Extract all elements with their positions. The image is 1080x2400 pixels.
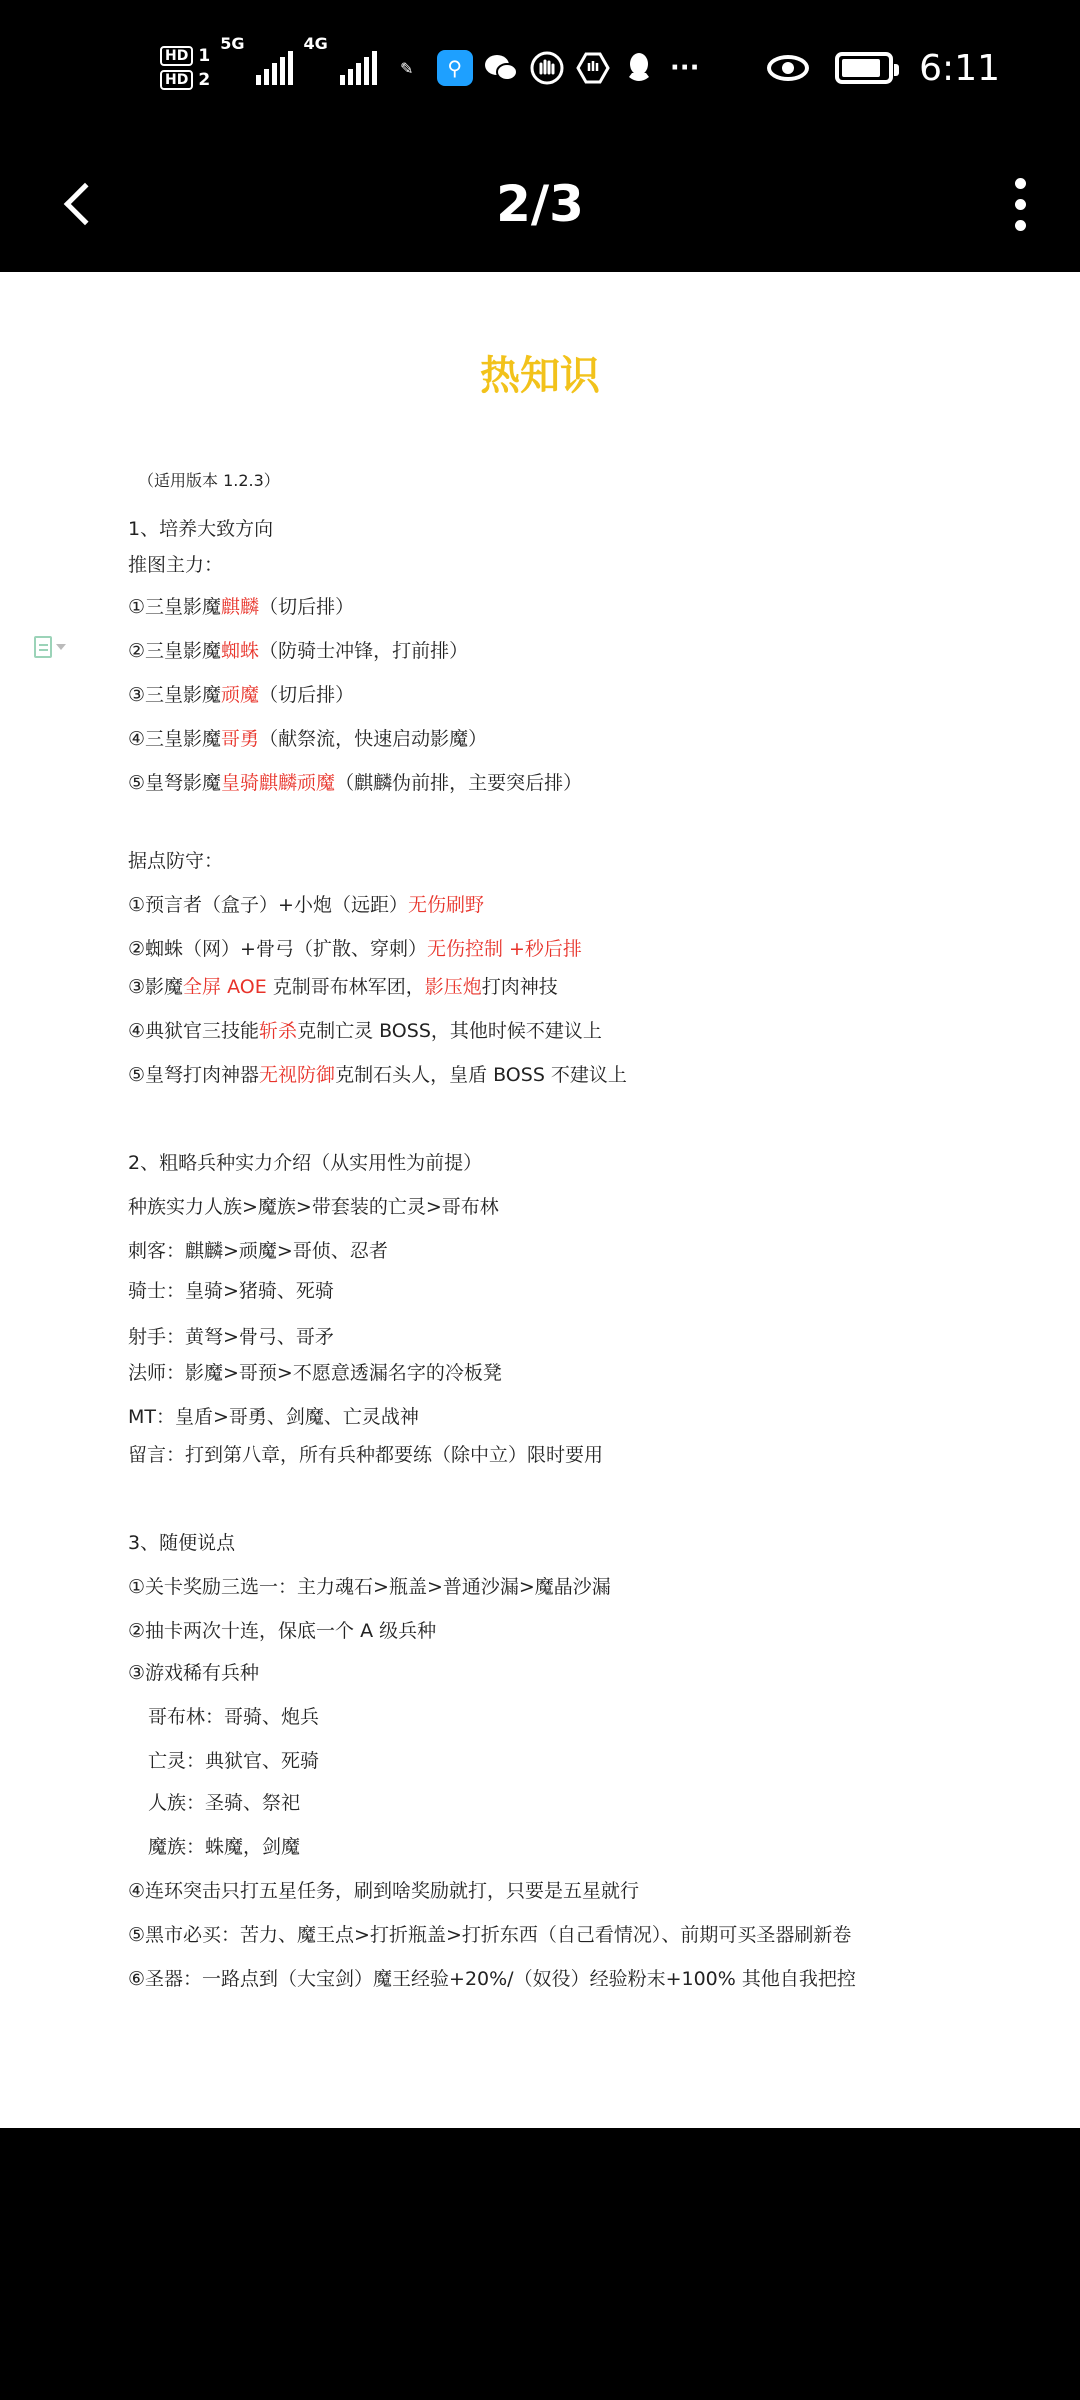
line-text: ③三皇影魔 [128, 684, 222, 706]
line-text: ④三皇影魔 [128, 728, 222, 750]
document-line [128, 1878, 639, 1904]
line-text: （切后排） [259, 684, 355, 706]
line-text: 克制亡灵 BOSS，其他时候不建议上 [297, 1020, 602, 1042]
line-text: ④典狱官三技能 [128, 1020, 260, 1042]
line-text: 刺客：麒麟>顽魔>哥侦、忍者 [128, 1240, 388, 1262]
viewer-top-bar [0, 136, 1080, 272]
document-line [128, 1018, 602, 1044]
document-line [128, 1922, 851, 1948]
dot-icon [1015, 178, 1026, 189]
line-text: 1、培养大致方向 [128, 518, 274, 540]
document-line [148, 1834, 300, 1860]
highlight-text: 斩杀 [259, 1020, 298, 1042]
network-type-5g: 5G [220, 34, 245, 53]
hd-badge: HD [160, 46, 193, 66]
search-app-icon: ⚲ [437, 50, 473, 86]
line-text: 法师：影魔>哥预>不愿意透漏名字的冷板凳 [128, 1362, 502, 1384]
line-text: 克制石头人，皇盾 BOSS 不建议上 [335, 1064, 627, 1086]
line-text: ⑥圣器：一路点到（大宝剑）魔王经验+20%/（奴役）经验粉末+100% 其他自我把控 [128, 1968, 856, 1990]
document-line [128, 682, 354, 708]
signal-icon [340, 51, 377, 85]
line-text: （麒麟伪前排，主要突后排） [335, 772, 583, 794]
line-text: 留言：打到第八章，所有兵种都要练（除中立）限时要用 [128, 1444, 604, 1466]
line-text: ③影魔 [128, 976, 184, 998]
document-line [128, 974, 558, 1000]
document-line [128, 638, 468, 664]
document-line [128, 1442, 603, 1468]
line-text: ⑤皇弩打肉神器 [128, 1064, 260, 1086]
line-text: 克制哥布林军团， [266, 976, 425, 998]
app-notification-icon: ✎ [400, 58, 414, 78]
sim-number: 2 [198, 70, 211, 90]
line-text: 人族：圣骑、祭祀 [148, 1792, 301, 1814]
highlight-text: 麒麟 [221, 596, 260, 618]
line-text: MT：皇盾>哥勇、剑魔、亡灵战神 [128, 1406, 419, 1428]
highlight-text: 无伤控制 +秒后排 [426, 938, 582, 960]
document-line [148, 1748, 319, 1774]
line-text: 种族实力人族>魔族>带套装的亡灵>哥布林 [128, 1196, 499, 1218]
more-options-button[interactable] [990, 166, 1050, 242]
document-line [148, 1704, 319, 1730]
dot-icon [1015, 220, 1026, 231]
page-indicator: 2/3 [496, 175, 584, 233]
shield-icon [575, 50, 611, 86]
document-line [128, 516, 273, 542]
document-line [128, 936, 582, 962]
dot-icon [1015, 199, 1026, 210]
document-line [128, 552, 223, 578]
status-left-group [160, 36, 703, 100]
line-text: ⑤皇弩影魔 [128, 772, 222, 794]
hand-icon [529, 50, 565, 86]
status-bar [0, 0, 1080, 136]
line-text: （防骑士冲锋，打前排） [259, 640, 469, 662]
qq-icon [621, 50, 657, 86]
document-line [128, 1194, 499, 1220]
line-text: 亡灵：典狱官、死骑 [148, 1750, 320, 1772]
line-text: 2、粗略兵种实力介绍（从实用性为前提） [128, 1152, 483, 1174]
line-text: 3、随便说点 [128, 1532, 236, 1554]
line-text: ⑤黑市必买：苦力、魔王点>打折瓶盖>打折东西（自己看情况）、前期可买圣器刷新卷 [128, 1924, 852, 1946]
document-line [128, 1150, 482, 1176]
network-type-4g: 4G [303, 34, 328, 53]
document-line [128, 1660, 259, 1686]
line-text: ①预言者（盒子）+小炮（远距） [128, 894, 408, 916]
line-text: 据点防守： [128, 850, 224, 872]
highlight-text: 顽魔 [221, 684, 260, 706]
line-text: 射手：黄弩>骨弓、哥矛 [128, 1326, 334, 1348]
document-line [128, 1062, 627, 1088]
document-line [128, 1238, 388, 1264]
line-text: ②蜘蛛（网）+骨弓（扩散、穿刺） [128, 938, 427, 960]
document-line [128, 726, 487, 752]
document-line [128, 1618, 436, 1644]
hd-badge: HD [160, 70, 193, 90]
line-text: 打肉神技 [481, 976, 558, 998]
status-right-group [767, 36, 1000, 100]
document-line [128, 892, 484, 918]
line-text: ②三皇影魔 [128, 640, 222, 662]
wechat-icon [483, 50, 519, 86]
signal-icon [256, 51, 293, 85]
highlight-text: 皇骑麒麟顽魔 [221, 772, 336, 794]
line-text: ③游戏稀有兵种 [128, 1662, 260, 1684]
document-line [128, 1360, 502, 1386]
hd-indicators [160, 46, 210, 90]
document-line [128, 1324, 334, 1350]
document-margin-icon[interactable] [34, 636, 52, 658]
document-line [128, 594, 354, 620]
line-text: 推图主力： [128, 554, 224, 576]
battery-level [842, 59, 879, 77]
line-text: ①三皇影魔 [128, 596, 222, 618]
highlight-text: 全屏 AOE [183, 976, 267, 998]
line-text: ②抽卡两次十连，保底一个 A 级兵种 [128, 1620, 437, 1642]
highlight-text: 影压炮 [424, 976, 482, 998]
document-line [138, 468, 280, 494]
document-line [128, 1530, 235, 1556]
document-line [128, 770, 582, 796]
line-text: 骑士：皇骑>猪骑、死骑 [128, 1280, 334, 1302]
document-title: 热知识 [480, 353, 600, 399]
line-text: 魔族：蛛魔，剑魔 [148, 1836, 301, 1858]
highlight-text: 蜘蛛 [221, 640, 260, 662]
sim-number: 1 [198, 46, 211, 66]
document-line [128, 848, 223, 874]
highlight-text: 哥勇 [221, 728, 260, 750]
document-line [148, 1790, 300, 1816]
document-page[interactable] [0, 272, 1080, 2128]
more-notifications-icon: ··· [669, 53, 700, 83]
highlight-text: 无伤刷野 [407, 894, 484, 916]
line-text: 哥布林：哥骑、炮兵 [148, 1706, 320, 1728]
line-text: （适用版本 1.2.3） [138, 471, 280, 490]
eye-icon [767, 55, 809, 81]
line-text: ①关卡奖励三选一：主力魂石>瓶盖>普通沙漏>魔晶沙漏 [128, 1576, 611, 1598]
document-line [128, 1574, 611, 1600]
battery-icon [835, 52, 893, 84]
document-line [128, 1278, 334, 1304]
highlight-text: 无视防御 [259, 1064, 336, 1086]
line-text: ④连环突击只打五星任务，刷到啥奖励就打，只要是五星就行 [128, 1880, 640, 1902]
document-line [128, 1404, 419, 1430]
line-text: （献祭流，快速启动影魔） [259, 728, 488, 750]
clock-time: 6:11 [919, 47, 1000, 89]
document-line [128, 1966, 856, 1992]
line-text: （切后排） [259, 596, 355, 618]
